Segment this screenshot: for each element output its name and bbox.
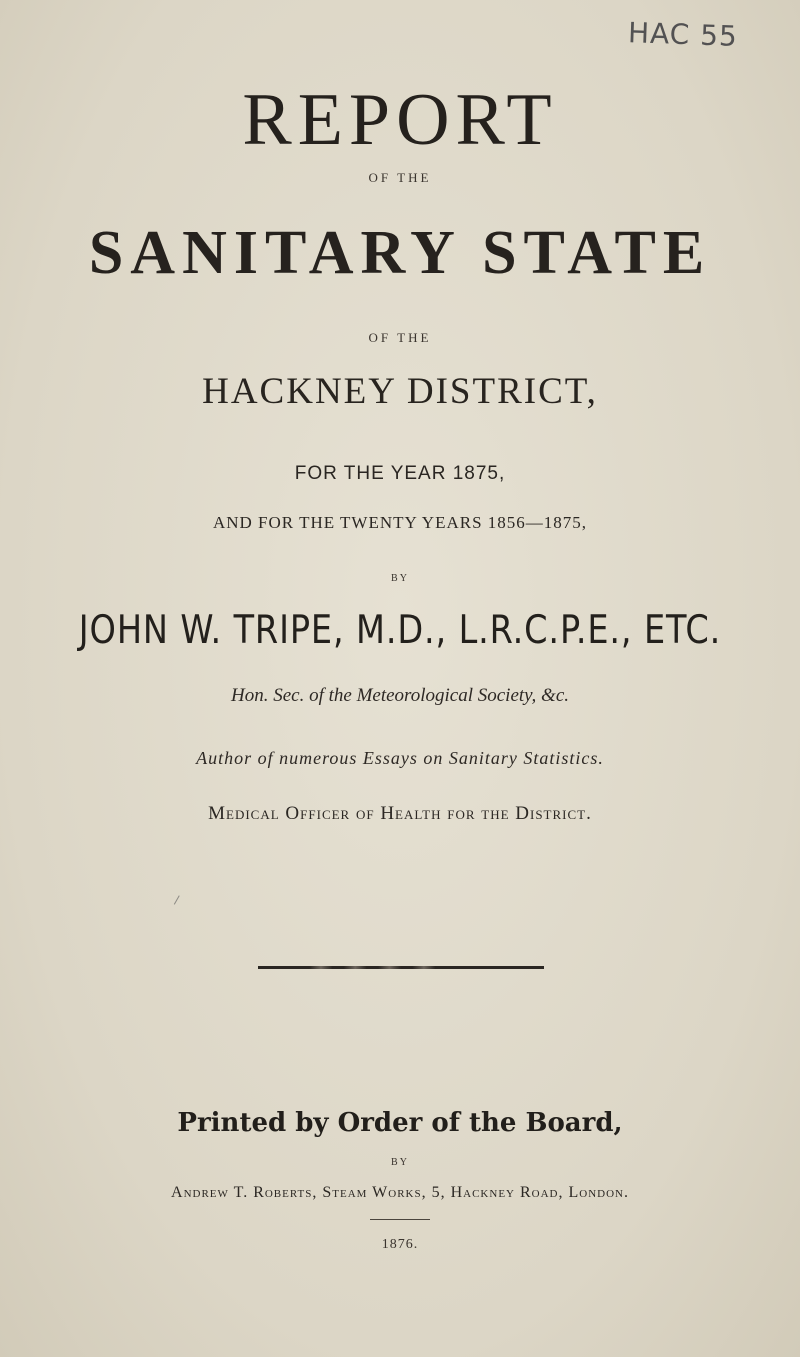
sanitary-state-heading: SANITARY STATE	[88, 219, 712, 287]
short-rule-divider	[370, 1219, 430, 1220]
of-the-line-1: OF THE	[368, 170, 432, 185]
archive-handwritten-mark: HAC 55	[627, 16, 739, 53]
district-heading: HACKNEY DISTRICT,	[202, 371, 598, 412]
of-the-line-2: OF THE	[368, 330, 432, 345]
printed-by-order-line: Printed by Order of the Board,	[177, 1108, 623, 1138]
paper-speck	[174, 895, 183, 906]
printer-address: Andrew T. Roberts, Steam Works, 5, Hackney Road, London.	[171, 1184, 629, 1201]
by-line-printer: BY	[391, 1157, 409, 1168]
for-year-line: FOR THE YEAR 1875,	[294, 463, 506, 484]
author-honorific: Hon. Sec. of the Meteorological Society, &c.	[230, 685, 570, 706]
publication-year: 1876.	[381, 1237, 419, 1252]
by-line-author: BY	[391, 573, 409, 584]
author-office: Medical Officer of Health for the District.	[208, 803, 592, 824]
author-essays: Author of numerous Essays on Sanitary Statistics.	[196, 748, 604, 768]
author-name: JOHN W. TRIPE, M.D., L.R.C.P.E., ETC.	[78, 608, 722, 653]
twenty-years-line: AND FOR THE TWENTY YEARS 1856—1875,	[212, 513, 588, 532]
ornamental-rule-divider	[258, 966, 544, 969]
report-heading: REPORT	[242, 79, 558, 161]
